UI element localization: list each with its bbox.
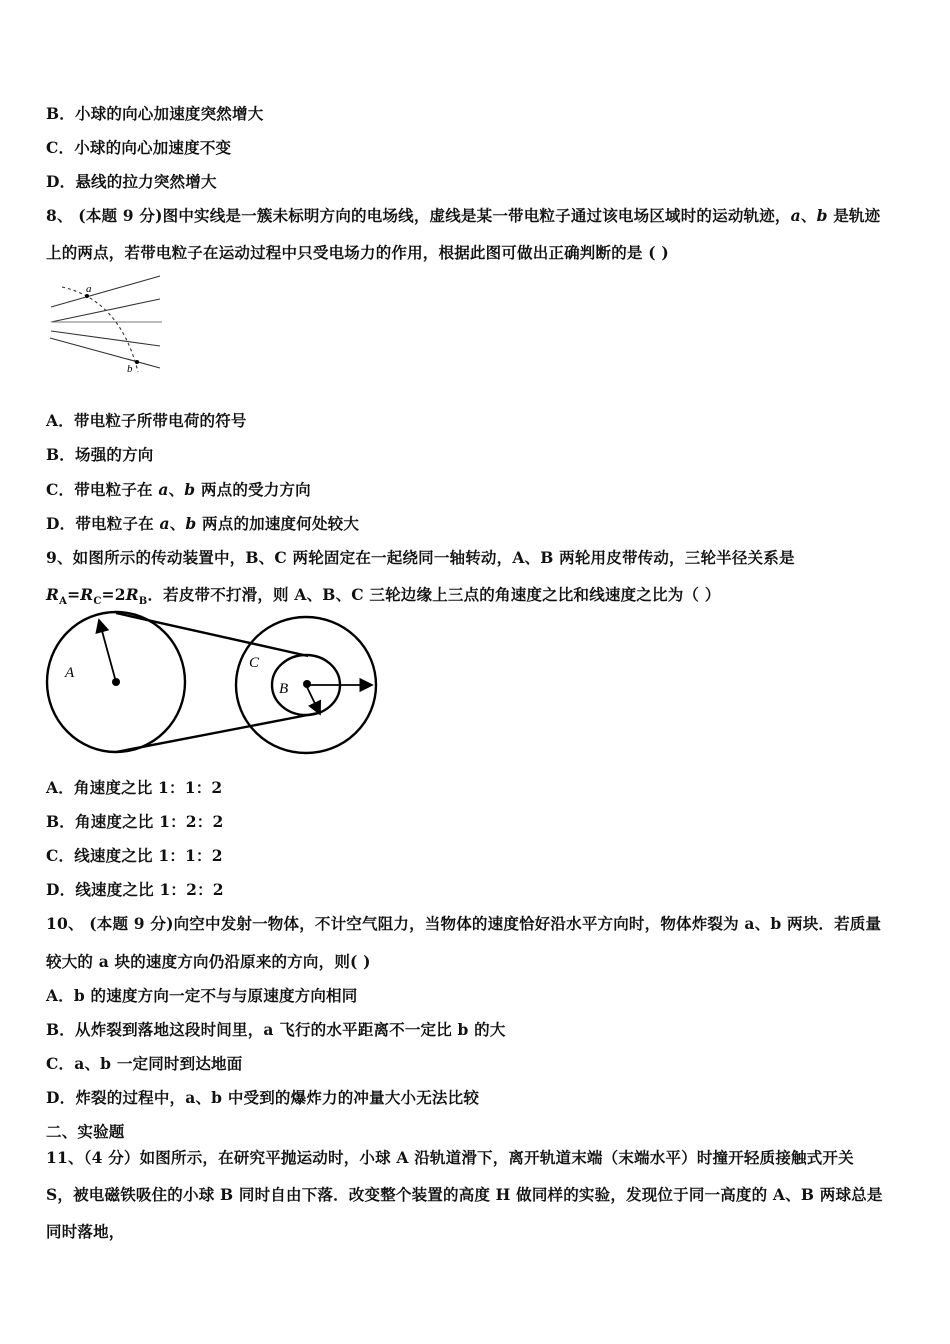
text-segment: D．悬线的拉力突然增大 [46,172,217,191]
text-segment: C．带电粒子在 [46,480,159,499]
text-segment: 两点的加速度何处较大 [196,514,360,533]
text-segment: C．线速度之比 1：1：2 [46,846,223,865]
radius-arrow-b [306,685,320,714]
text-segment: a [790,206,801,225]
text-segment: 8、 (本题 9 分)图中实线是一簇未标明方向的电场线，虚线是某一带电粒子通过该电场区域时的运动轨迹， [46,206,791,225]
text-segment: b [184,480,196,499]
text-segment: A [59,596,68,608]
text-segment: 两点的受力方向 [195,480,311,499]
text-segment: 二、实验题 [46,1122,125,1141]
text-segment: 上的两点，若带电粒子在运动过程中只受电场力的作用，根据此图可做出正确判断的是 ( ) [46,243,669,262]
label-wheel-c: C [249,655,260,671]
text-segment: C [93,596,102,608]
text-segment: R [80,585,94,604]
text-segment: a [158,480,169,499]
text-segment: C．小球的向心加速度不变 [46,138,232,157]
text-segment: R [125,585,139,604]
text-segment: b [185,514,197,533]
text-segment: A．角速度之比 1：1：2 [46,778,223,797]
text-segment: 较大的 a 块的速度方向仍沿原来的方向，则( ) [46,952,371,971]
text-segment: 、 [168,480,185,499]
text-segment: 是轨迹 [827,206,881,225]
label-a: a [86,283,92,295]
text-segment: B．场强的方向 [46,445,154,464]
text-segment: R [46,585,60,604]
label-wheel-a: A [65,665,75,681]
text-segment: a [159,514,170,533]
text-segment: B．从炸裂到落地这段时间里，a 飞行的水平距离不一定比 b 的大 [46,1020,506,1039]
text-segment: ．若皮带不打滑，则 A、B、C 三轮边缘上三点的角速度之比和线速度之比为（ ） [147,585,721,604]
text-segment: b [816,206,828,225]
text-segment: B．小球的向心加速度突然增大 [46,104,264,123]
text-segment: D．带电粒子在 [46,514,160,533]
belt-bottom [116,713,318,752]
text-segment: 10、 (本题 9 分)向空中发射一物体，不计空气阻力，当物体的速度恰好沿水平方向时，物体炸裂为 a、b 两块．若质量 [46,914,882,933]
text-segment: 同时落地， [46,1222,125,1241]
text-segment: 11、（4 分）如图所示，在研究平抛运动时，小球 A 沿轨道滑下，离开轨道末端（末端水平）时撞开轻质接触式开关 [46,1148,854,1167]
text-segment: =2 [101,585,126,604]
text-segment: C．a、b 一定同时到达地面 [46,1054,243,1073]
text-segment: B．角速度之比 1：2：2 [46,812,224,831]
text-segment: = [67,585,81,604]
radius-arrow-a [99,620,116,682]
label-b: b [127,363,133,375]
text-segment: B [138,596,148,608]
text-segment: 、 [169,514,186,533]
text-segment: A．b 的速度方向一定不与与原速度方向相同 [46,986,358,1005]
belt-top [116,613,308,656]
text-segment: 9、如图所示的传动装置中，B、C 两轮固定在一起绕同一轴转动，A、B 两轮用皮带传动，三轮半径关系是 [46,548,795,567]
text-segment: D．炸裂的过程中，a、b 中受到的爆炸力的冲量大小无法比较 [46,1088,480,1107]
text-segment: A．带电粒子所带电荷的符号 [46,411,247,430]
label-wheel-b: B [279,681,289,697]
text-segment: D．线速度之比 1：2：2 [46,880,224,899]
text-segment: 、 [800,206,817,225]
text-segment: S，被电磁铁吸住的小球 B 同时自由下落．改变整个装置的高度 H 做同样的实验，发现位于同一高度的 A、B 两球总是 [46,1185,883,1204]
